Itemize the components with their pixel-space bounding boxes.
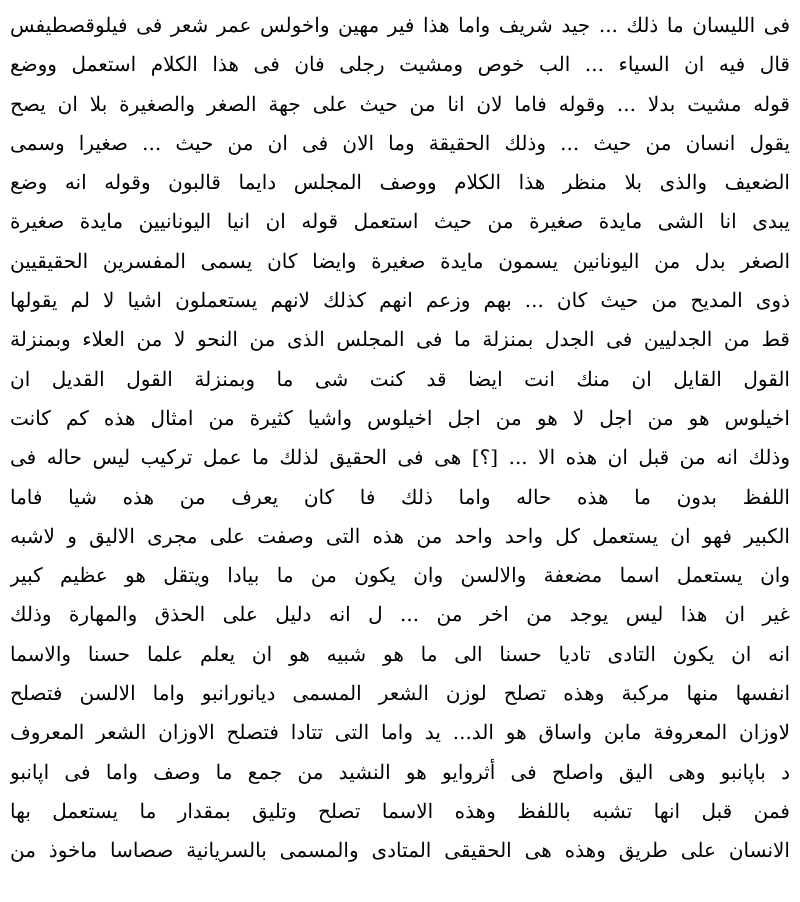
text-line: اخيلوس هو من اجل لا هو من اجل اخيلوس واشيا كثيرة من امثال هذه كم كانت [10, 405, 790, 430]
text-line: قوله مشيت بدلا ... وقوله فاما لان انا من حيث على جهة الصغر والصغيرة بلا ان يصح [10, 91, 790, 116]
text-line: الضعيف والذى بلا منظر هذا الكلام ووصف المجلس دايما قالبون وقوله انه وضع [10, 170, 790, 195]
text-line: لاوزان المعروفة مابن واساق هو الد... يد واما التى تتادا فتصلح الاوزان الشعر المعروف [10, 720, 790, 745]
text-line: اللفظ بدون ما هذه حاله واما ذلك فا كان يعرف من هذه شيا فاما [10, 484, 790, 509]
text-line: فى الليسان ما ذلك ... جيد شريف واما هذا فير مهين واخولس عمر شعر فى فيلوقصطيفس [10, 13, 790, 37]
text-line: قط من الجدليين فى الجدل بمنزلة ما فى المجلس الذى من النحو لا من العلاء وبمنزلة [10, 327, 790, 352]
text-line: غير ان هذا ليس يوجد من اخر من ... ل انه دليل على الحذق والمهارة وذلك [10, 602, 790, 627]
text-line: انه ان يكون التادى تاديا حسنا الى ما هو شبيه هو ان يعلم علما حسنا والاسما [10, 641, 790, 666]
text-line: الصغر بدل من اليونانين يسمون مايدة صغيرة وايضا كان يسمى المفسرين الحقيقيين [10, 248, 790, 273]
text-line: وذلك انه من قبل ان هذه الا ... [؟] هى فى الحقيق لذلك ما عمل تركيب ليس حاله فى [10, 445, 790, 470]
text-line: القول القايل ان منك انت ايضا قد كنت شى ما وبمنزلة القول القديل ان [10, 366, 790, 391]
text-line: د باپانبو وهى اليق واصلح فى أثروايو هو النشيد من جمع ما وصف واما فى اپانبو [10, 759, 790, 784]
text-line: قال فيه ان السياء ... الب خوص ومشيت رجلى فان فى هذا الكلام استعمل ووضع [10, 52, 790, 77]
text-line: يبدى انا الشى مايدة صغيرة من حيث استعمل قوله ان انيا اليونانيين مايدة صغيرة [10, 209, 790, 234]
text-line: يقول انسان من حيث ... وذلك الحقيقة وما الان فى ان من حيث ... صغيرا وسمى [10, 130, 790, 155]
text-line: الانسان على طريق وهذه هى الحقيقى المتادى والمسمى بالسريانية صصاسا ماخوذ من [10, 838, 790, 863]
text-line: وان يستعمل اسما مضعفة والالسن وان يكون من ما بيادا ويتقل هو عظيم كبير [10, 563, 790, 588]
text-line: فمن قبل انها تشبه باللفظ وهذه الاسما تصلح وتليق بمقدار ما يستعمل بها [10, 798, 790, 823]
text-line: انفسها منها مركبة وهذه تصلح لوزن الشعر المسمى ديانورانبو واما الالسن فتصلح [10, 681, 790, 706]
text-line: الكبير فهو ان يستعمل كل واحد واحد من هذه التى وصفت على مجرى الاليق و لاشبه [10, 523, 790, 548]
text-line: ذوى المديح من حيث كان ... بهم وزعم انهم كذلك لانهم يستعملون اشيا لا لم يقولها [10, 288, 790, 313]
